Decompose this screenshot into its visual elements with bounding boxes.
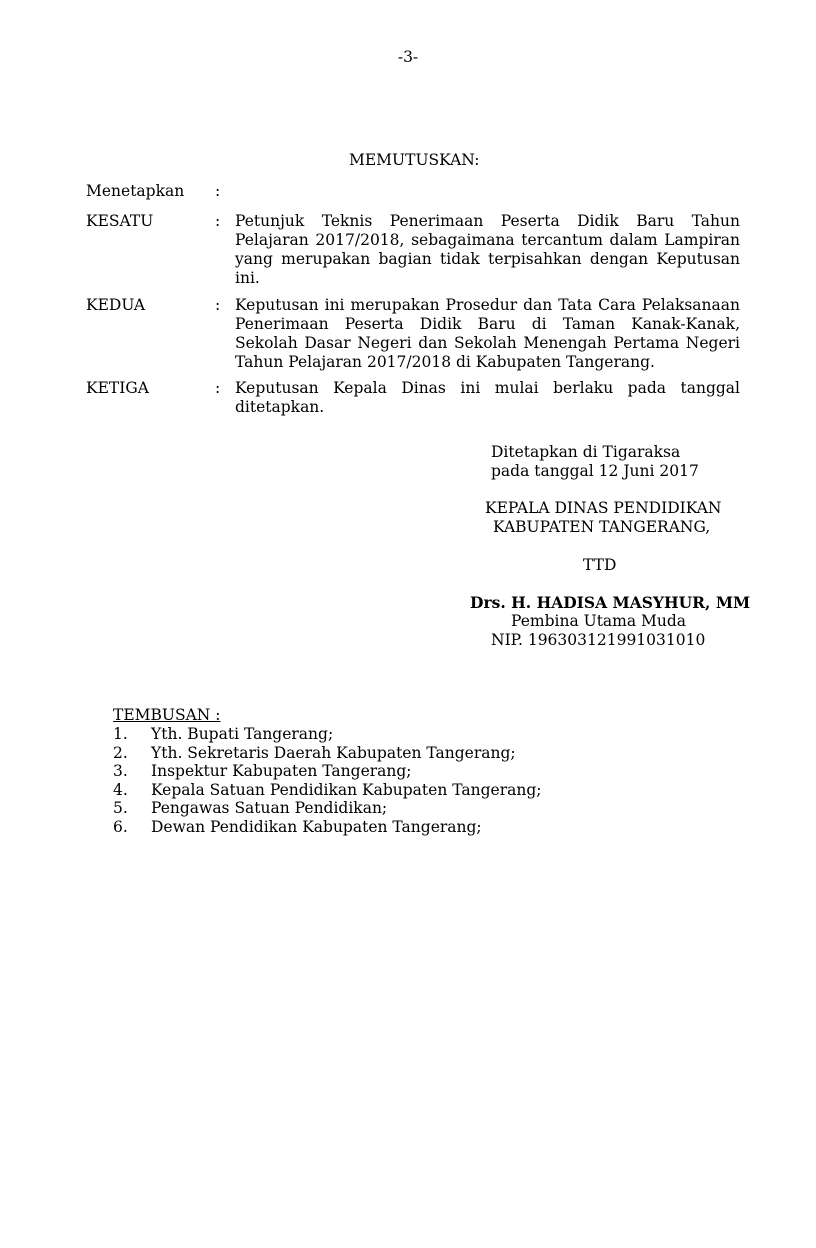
list-item-number: 2.: [113, 743, 128, 762]
section-text: Petunjuk Teknis Penerimaan Peserta Didik Baru Tahun Pelajaran 2017/2018, sebagaimana tercantum dalam Lampiran yang merupakan bagian tidak terpisahkan dengan Keputusan ini.: [235, 212, 740, 287]
section-menetapkan: [86, 182, 740, 201]
signatory-nip: NIP. 196303121991031010: [491, 631, 706, 649]
list-item-number: 6.: [113, 817, 128, 836]
list-item-number: 1.: [113, 725, 128, 743]
signature-office-line1: KEPALA DINAS PENDIDIKAN: [485, 499, 722, 517]
tembusan-title: TEMBUSAN :: [113, 706, 221, 724]
section-text: [235, 182, 740, 201]
tembusan-list: [113, 725, 541, 837]
section-ketiga: [86, 379, 740, 417]
list-item-text: Yth. Bupati Tangerang;: [151, 725, 334, 743]
list-item: [113, 799, 541, 818]
section-text: Keputusan ini merupakan Prosedur dan Tata Cara Pelaksanaan Penerimaan Peserta Didik Baru di Taman Kanak-Kanak, Sekolah Dasar Negeri dan Sekolah Menengah Pertama Negeri Tahun Pelajaran 2017/2018 di Kabupaten Tangerang.: [235, 296, 740, 371]
list-item: [113, 781, 541, 800]
list-item-text: Inspektur Kabupaten Tangerang;: [151, 762, 412, 781]
section-kedua: [86, 296, 740, 372]
list-item: [113, 762, 541, 781]
section-label: Menetapkan: [86, 182, 185, 200]
section-label: KESATU: [86, 212, 154, 230]
list-item-text: Yth. Sekretaris Daerah Kabupaten Tangerang;: [151, 743, 516, 762]
section-kesatu: [86, 212, 740, 288]
section-text: Keputusan Kepala Dinas ini mulai berlaku pada tanggal ditetapkan.: [235, 379, 740, 416]
decision-heading: MEMUTUSKAN:: [349, 151, 480, 169]
list-item-text: Kepala Satuan Pendidikan Kabupaten Tangerang;: [151, 780, 542, 799]
list-item: [113, 818, 541, 837]
signature-date: pada tanggal 12 Juni 2017: [491, 462, 699, 480]
signature-place: Ditetapkan di Tigaraksa: [491, 443, 681, 461]
section-colon: :: [215, 182, 221, 200]
section-label: KEDUA: [86, 296, 146, 314]
list-item: [113, 725, 541, 744]
section-colon: :: [215, 212, 221, 230]
list-item: [113, 744, 541, 763]
signature-office-line2: KABUPATEN TANGERANG,: [493, 518, 711, 536]
section-label: KETIGA: [86, 379, 149, 397]
list-item-text: Pengawas Satuan Pendidikan;: [151, 799, 388, 818]
list-item-number: 3.: [113, 762, 128, 781]
page-number: -3-: [397, 48, 419, 66]
signatory-name: Drs. H. HADISA MASYHUR, MM: [470, 593, 751, 612]
list-item-text: Dewan Pendidikan Kabupaten Tangerang;: [151, 817, 482, 836]
section-colon: :: [215, 379, 221, 397]
section-colon: :: [215, 296, 221, 314]
list-item-number: 4.: [113, 780, 128, 799]
signature-ttd: TTD: [583, 556, 617, 574]
list-item-number: 5.: [113, 799, 128, 818]
signatory-rank: Pembina Utama Muda: [511, 612, 687, 630]
